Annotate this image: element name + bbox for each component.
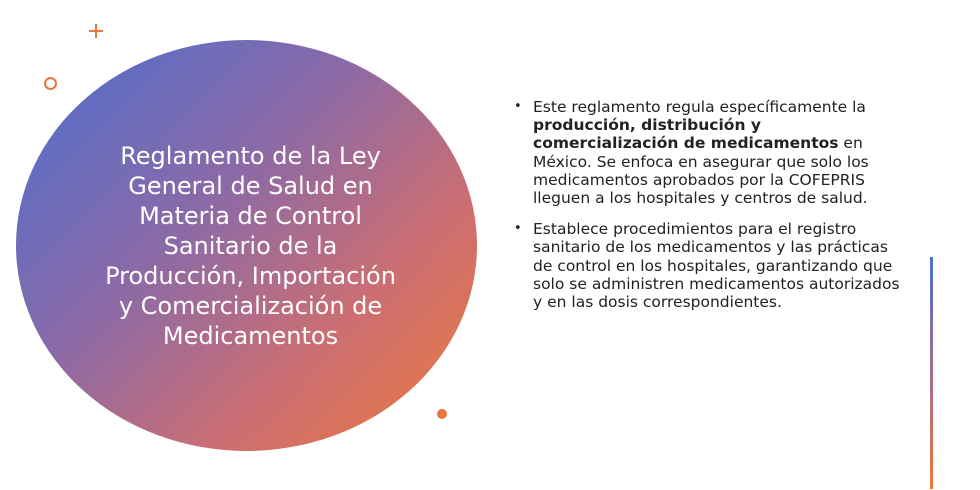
plus-icon xyxy=(88,23,104,39)
bullet-icon: • xyxy=(514,221,522,237)
ring-icon xyxy=(44,77,57,90)
accent-line xyxy=(930,257,933,489)
bullet-text-post: en México. Se enfoca en asegurar que solo los medicamentos aprobados por la COFEPRIS lleguen a los hospitales y centros de salud. xyxy=(533,134,869,208)
title-circle xyxy=(16,40,477,451)
bullet-item xyxy=(512,220,904,311)
dot-icon xyxy=(437,409,447,419)
bullet-icon: • xyxy=(514,99,522,114)
slide-title: Reglamento de la Ley General de Salud en Materia de Control Sanitario de la Producción, Importación y Comercialización de Medicamentos xyxy=(105,141,396,350)
bullet-text-bold: producción, distribución y comercialización de medicamentos xyxy=(533,116,839,153)
bullet-text-pre: Este reglamento regula específicamente la xyxy=(533,98,866,116)
bullet-item xyxy=(512,98,904,207)
bullet-list xyxy=(512,98,904,324)
bullet-text-pre: Establece procedimientos para el registro sanitario de los medicamentos y las prácticas de control en los hospitales, garantizando que solo se administren medicamentos autorizados y en las dosis correspondientes. xyxy=(533,220,900,312)
